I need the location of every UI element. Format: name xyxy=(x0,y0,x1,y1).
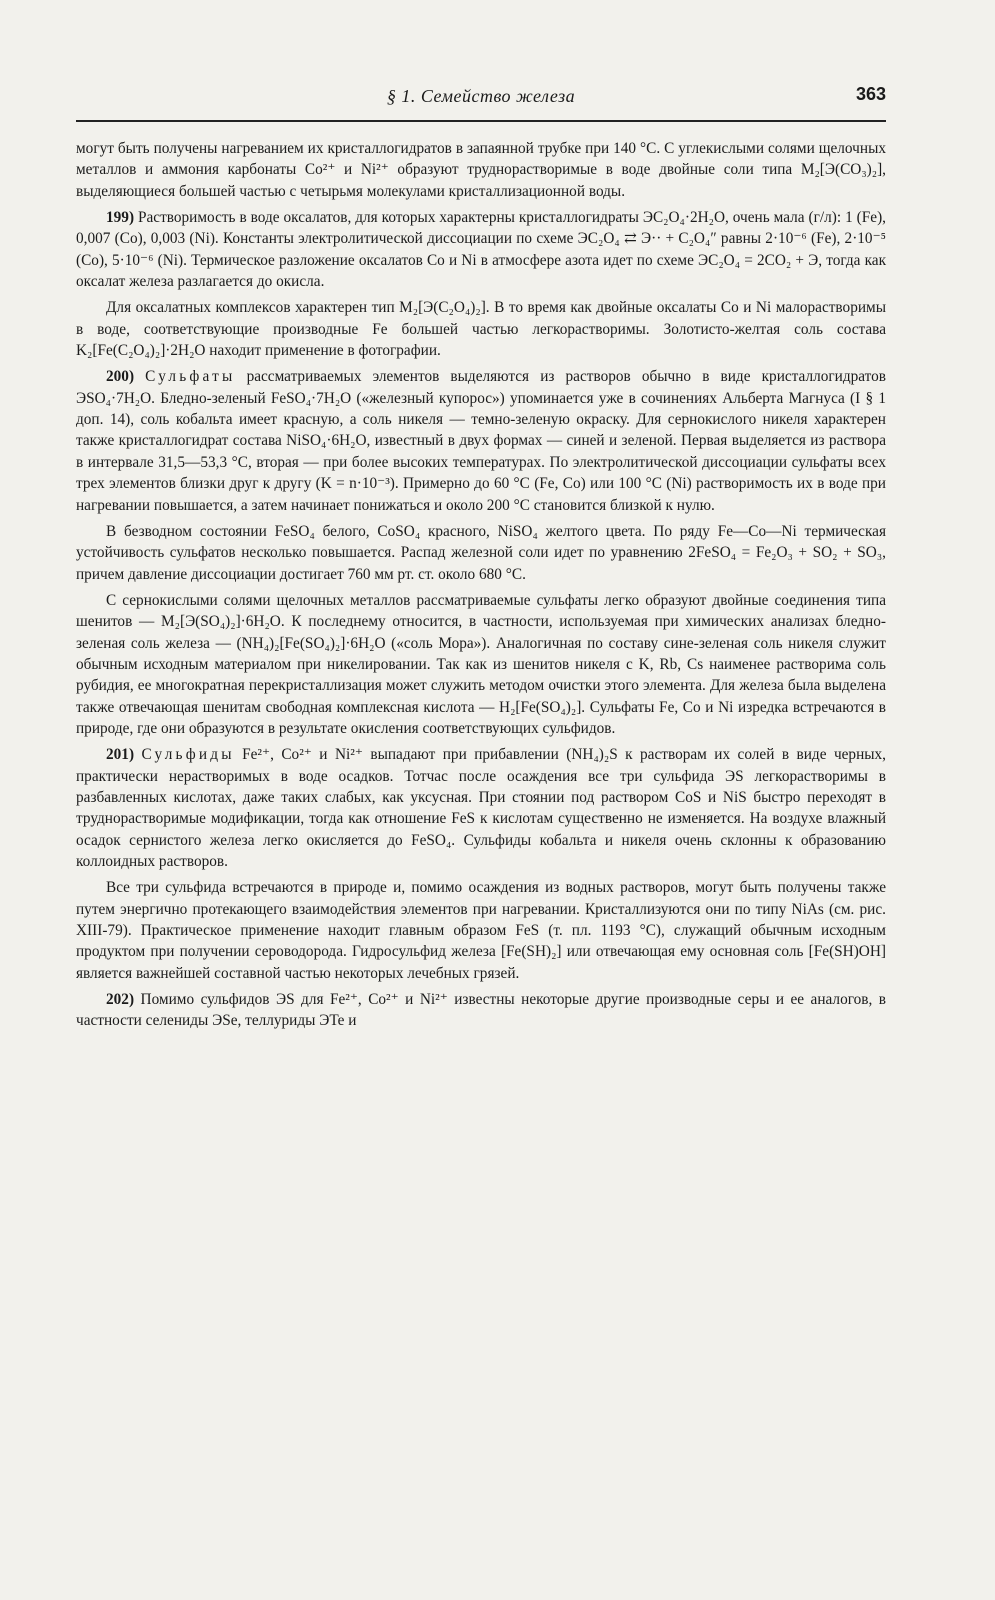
paragraph-number: 202) xyxy=(106,991,135,1009)
paragraph-number: 201) xyxy=(106,746,135,764)
spaced-term: Сульфиды xyxy=(141,746,235,764)
paragraph-text: С сернокислыми солями щелочных металлов рассматриваемые сульфаты легко образуют двойные соединения типа шенитов — M₂[Э(SO₄)₂]·6H₂O. К последнему относится, в частности, используемая при химических анализах бледно-зеленая соль железа — (NH₄)₂[Fe(SO₄)₂]·6H₂O («соль Мора»). Аналогичная по составу сине-зеленая соль никеля служит обычным исходным материалом при никелировании. Так как из шенитов никеля с K, Rb, Cs наименее растворима соль рубидия, ее многократная перекристаллизация может служить методом очистки этого элемента. Для железа была выделена также отвечающая шенитам свободная комплексная кислота — H₂[Fe(SO₄)₂]. Сульфаты Fe, Co и Ni изредка встречаются в природе, где они образуются в результате окисления соответствующих сульфидов. xyxy=(76,591,886,737)
paragraph-text: Все три сульфида встречаются в природе и, помимо осаждения из водных растворов, могут быть получены также путем энергично протекающего взаимодействия элементов при нагревании. Кристаллизуются они по типу NiAs (см. рис. XIII-79). Практическое применение находит главным образом FeS (т. пл. 1193 °С), служащий обычным исходным продуктом при получении сероводорода. Гидросульфид железа [Fe(SH)₂] или отвечающая ему основная соль [Fe(SH)OH] является важнейшей составной частью некоторых лечебных грязей. xyxy=(76,879,886,982)
header-rule xyxy=(76,120,886,122)
paragraph-text: Растворимость в воде оксалатов, для которых характерны кристаллогидраты ЭC₂O₄·2H₂O, очень мала (г/л): 1 (Fe), 0,007 (Co), 0,003 (Ni). Константы электролитической диссоциации по схеме ЭC₂O₄ ⇄ Э·· + C₂O₄″ равны 2·10⁻⁶ (Fe), 2·10⁻⁵ (Co), 5·10⁻⁶ (Ni). Термическое разложение оксалатов Co и Ni в атмосфере азота идет по схеме ЭC₂O₄ = 2CO₂ + Э, тогда как оксалат железа разлагается до окисла. xyxy=(76,209,886,291)
paragraph-201 xyxy=(76,744,886,872)
paragraph-text: В безводном состоянии FeSO₄ белого, CoSO₄ красного, NiSO₄ желтого цвета. По ряду Fe—Co—Ni термическая устойчивость сульфатов несколько повышается. Распад железной соли идет по уравнению 2FeSO₄ = Fe₂O₃ + SO₂ + SO₃, причем давление диссоциации достигает 760 мм рт. ст. около 680 °С. xyxy=(76,522,886,583)
paragraph-199 xyxy=(76,207,886,292)
paragraph-double-sulfates xyxy=(76,590,886,739)
paragraph-continuation xyxy=(76,138,886,202)
paragraph-number: 199) xyxy=(106,209,135,227)
running-title: § 1. Семейство железа xyxy=(386,86,576,106)
page-number: 363 xyxy=(855,84,886,104)
paragraph-text: Для оксалатных комплексов характерен тип M₂[Э(C₂O₄)₂]. В то время как двойные оксалаты Co и Ni малорастворимы в воде, соответствующие производные Fe большей частью легкорастворимы. Золотисто-желтая соль состава K₂[Fe(C₂O₄)₂]·2H₂O находит применение в фотографии. xyxy=(76,299,886,360)
paragraph-oxalate-complexes xyxy=(76,297,886,361)
paragraph-text: могут быть получены нагреванием их кристаллогидратов в запаянной трубке при 140 °С. С углекислыми солями щелочных металлов и аммония карбонаты Co²⁺ и Ni²⁺ образуют труднорастворимые в воде двойные соли типа M₂[Э(CO₃)₂], выделяющиеся большей частью с четырьмя молекулами кристаллизационной воды. xyxy=(76,140,886,200)
page-header xyxy=(76,86,886,118)
paragraph-number: 200) xyxy=(106,368,135,386)
paragraph-anhydrous-sulfates xyxy=(76,521,886,585)
paragraph-natural-sulfides xyxy=(76,877,886,984)
paragraph-text: рассматриваемых элементов выделяются из растворов обычно в виде кристаллогидратов ЭSO₄·7H₂O. Бледно-зеленый FeSO₄·7H₂O («железный купорос») упоминается уже в сочинениях Альберта Магнуса (I § 1 доп. 14), соль кобальта имеет красную, а соль никеля — темно-зеленую окраску. Для сернокислого никеля характерен также кристаллогидрат состава NiSO₄·6H₂O, известный в двух формах — синей и зеленой. Первая выделяется из раствора в интервале 31,5—53,3 °С, вторая — при более высоких температурах. По электролитической диссоциации сульфаты всех трех элементов близки друг к другу (K = n·10⁻³). Примерно до 60 °С (Fe, Co) или 100 °С (Ni) растворимость их в воде при нагревании повышается, а затем начинает понижаться и около 200 °С становится близкой к нулю. xyxy=(76,368,887,514)
paragraph-text: Помимо сульфидов ЭS для Fe²⁺, Co²⁺ и Ni²⁺ известны некоторые другие производные серы и ее аналогов, в частности селениды ЭSe, теллуриды ЭTe и xyxy=(76,991,886,1030)
paragraph-text: Fe²⁺, Co²⁺ и Ni²⁺ выпадают при прибавлении (NH₄)₂S к растворам их солей в виде черных, практически нерастворимых в воде осадков. Тотчас после осаждения все три сульфида ЭS легкорастворимы в разбавленных кислотах, даже таких слабых, как уксусная. При стоянии под раствором CoS и NiS быстро переходят в труднорастворимые модификации, тогда как отношение FeS к кислотам существенно не изменяется. На воздухе влажный осадок сернистого железа легко окисляется до FeSO₄. Сульфиды кобальта и никеля очень склонны к образованию коллоидных растворов. xyxy=(76,746,887,870)
body-text xyxy=(76,138,886,1032)
paragraph-202 xyxy=(76,989,886,1032)
spaced-term: Сульфаты xyxy=(145,368,236,386)
paragraph-200 xyxy=(76,366,886,515)
